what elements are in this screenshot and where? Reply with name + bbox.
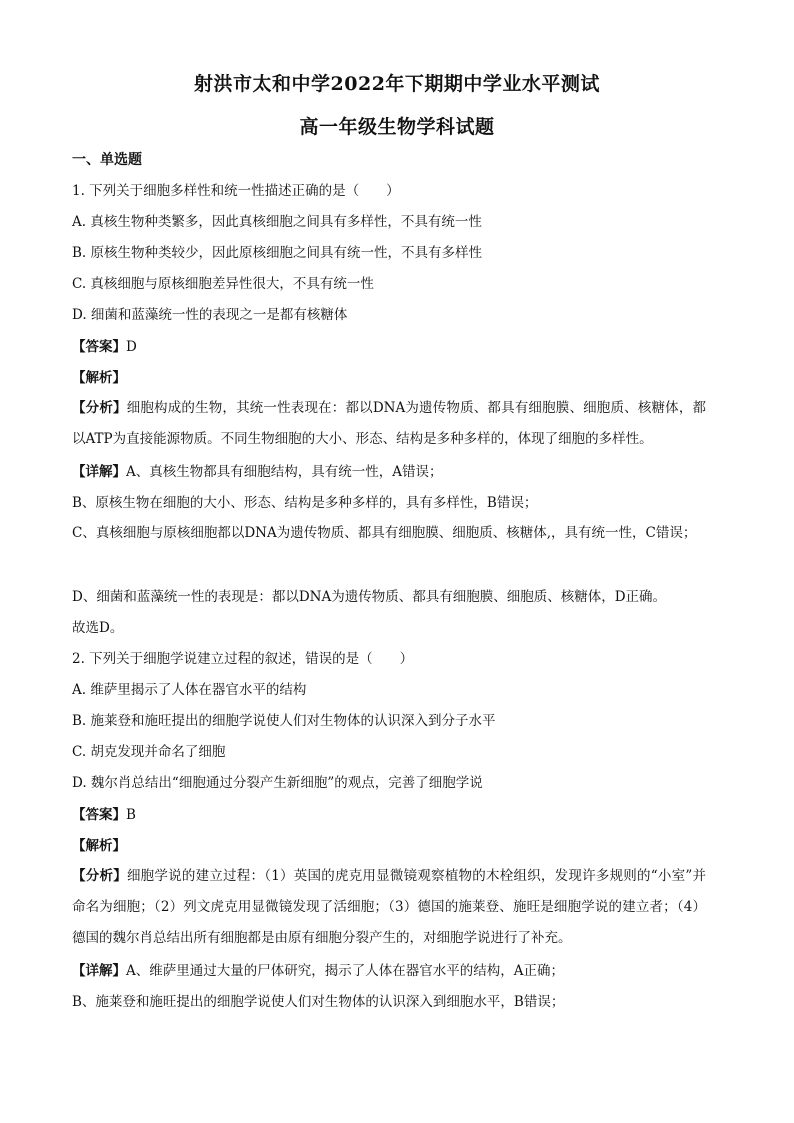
question-1-detail-d: D、细菌和蓝藻统一性的表现是：都以DNA为遗传物质、都具有细胞膜、细胞质、核糖体，D正确。	[72, 589, 667, 605]
question-2-detail-b: B、施莱登和施旺提出的细胞学说使人们对生物体的认识深入到细胞水平，B错误；	[72, 994, 565, 1010]
question-1-detail-c: C、真核细胞与原核细胞都以DNA为遗传物质、都具有细胞膜、细胞质、核糖体,，具有统一性，C错误；	[72, 525, 697, 541]
question-1-detail-a	[72, 462, 443, 482]
question-2-option-d: D. 魏尔肖总结出“细胞通过分裂产生新细胞”的观点，完善了细胞学说	[72, 775, 483, 791]
fenxi-tag: 【分析】	[72, 400, 127, 416]
question-2-analysis-tag: 【解析】	[72, 838, 126, 854]
question-1-fenxi	[72, 393, 706, 455]
question-1-option-a: A. 真核生物种类繁多，因此真核细胞之间具有多样性，不具有统一性	[72, 214, 482, 230]
fenxi-text: 细胞构成的生物，其统一性表现在：都以DNA为遗传物质、都具有细胞膜、细胞质、核糖体，都以ATP为直接能源物质。不同生物细胞的大小、形态、结构是多种多样的，体现了细胞的多样性。	[72, 400, 707, 447]
question-1-detail-b: B、原核生物在细胞的大小、形态、结构是多种多样的，具有多样性，B错误；	[72, 495, 538, 511]
answer-tag: 【答案】	[72, 807, 126, 823]
question-2-fenxi	[72, 861, 706, 954]
question-2-option-a: A. 维萨里揭示了人体在器官水平的结构	[72, 682, 307, 698]
question-1-option-c: C. 真核细胞与原核细胞差异性很大，不具有统一性	[72, 276, 374, 292]
question-1-answer	[72, 337, 137, 357]
document-subtitle: 高一年级生物学科试题	[299, 116, 495, 138]
question-1-analysis-tag: 【解析】	[72, 370, 126, 386]
fenxi-tag: 【分析】	[72, 868, 127, 884]
detail-a-text: A、真核生物都具有细胞结构，具有统一性，A错误；	[126, 464, 443, 480]
section-heading: 一、单选题	[72, 152, 142, 168]
question-1-stem: 1. 下列关于细胞多样性和统一性描述正确的是（ ）	[72, 183, 400, 199]
question-2-stem: 2. 下列关于细胞学说建立过程的叙述，错误的是（ ）	[72, 651, 414, 667]
document-title: 射洪市太和中学2022年下期期中学业水平测试	[194, 73, 600, 95]
question-2-answer	[72, 805, 136, 825]
detail-a-text: A、维萨里通过大量的尸体研究，揭示了人体在器官水平的结构，A正确；	[126, 963, 564, 979]
question-1-option-b: B. 原核生物种类较少，因此原核细胞之间具有统一性，不具有多样性	[72, 245, 483, 261]
answer-tag: 【答案】	[72, 339, 126, 355]
question-1-conclusion: 故选D。	[72, 620, 124, 636]
question-2-option-b: B. 施莱登和施旺提出的细胞学说使人们对生物体的认识深入到分子水平	[72, 713, 496, 729]
answer-value: B	[126, 807, 136, 823]
question-2-option-c: C. 胡克发现并命名了细胞	[72, 744, 226, 760]
xiangjie-tag: 【详解】	[72, 464, 126, 480]
answer-value: D	[126, 339, 137, 355]
question-1-option-d: D. 细菌和蓝藻统一性的表现之一是都有核糖体	[72, 307, 348, 323]
fenxi-text: 细胞学说的建立过程：（1）英国的虎克用显微镜观察植物的木栓组织，发现许多规则的“小室”并命名为细胞；（2）列文虎克用显微镜发现了活细胞；（3）德国的施莱登、施旺是细胞学说的建立者；（4）德国的魏尔肖总结出所有细胞都是由原有细胞分裂产生的，对细胞学说进行了补充。	[72, 868, 706, 946]
xiangjie-tag: 【详解】	[72, 963, 126, 979]
question-2-detail-a	[72, 961, 564, 981]
